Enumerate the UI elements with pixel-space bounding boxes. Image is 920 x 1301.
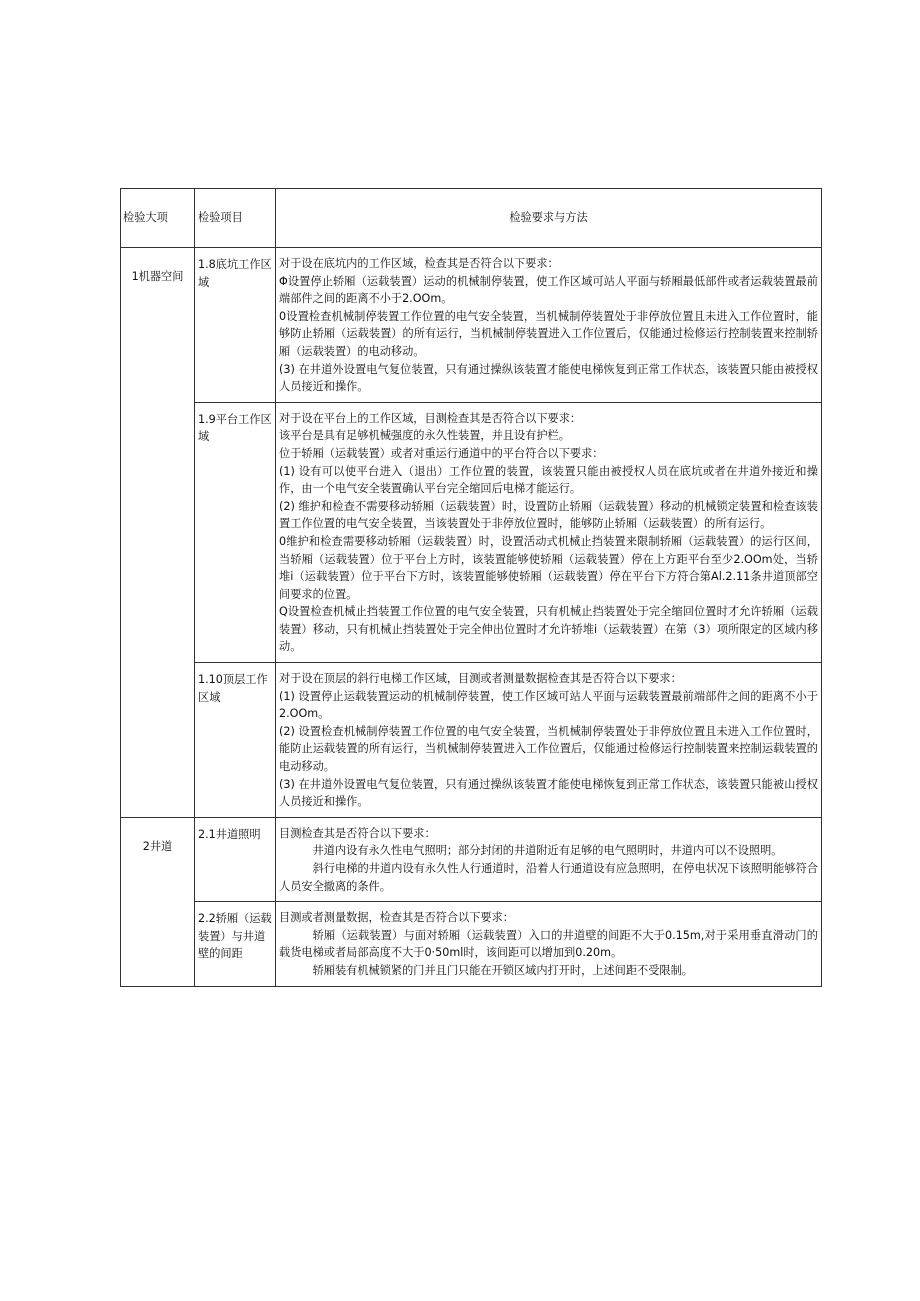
requirement-line: 对于设在顶层的斜行电梯工作区域，目测或者测量数据检查其是否符合以下要求： <box>279 672 682 686</box>
requirement-line: (3) 在井道外设置电气复位装置，只有通过操纵该装置才能使电梯恢复到正常工作状态，该装置只能由被授权人员接近和操作。 <box>279 362 818 394</box>
item-cell: 1.9平台工作区域 <box>195 402 276 662</box>
header-item: 检验项目 <box>195 189 276 248</box>
table-row <box>121 902 822 986</box>
requirement-line: (2) 维护和检查不需要移动轿厢（运载装置）时，设置防止轿厢（运载装置）移动的机械锁定装置和检查该装置工作位置的电气安全装置，当该装置处于非停放位置时，能够防止轿厢（运载装置）的所有运行。 <box>279 499 818 531</box>
requirement-line: (2) 设置检查机械制停装置工作位置的电气安全装置，当机械制停装置处于非停放位置且未进入工作位置时，能防止运载装置的所有运行，当机械制停装置进入工作位置后，仅能通过检修运行控制装置来控制运载装置的电动移动。 <box>279 724 818 774</box>
requirement-line: 井道内设有永久性电气照明；部分封闭的井道附近有足够的电气照明时，井道内可以不设照明。 <box>312 844 783 858</box>
header-category: 检验大项 <box>121 189 195 248</box>
requirement-line: (1) 设有可以使平台进入（退出）工作位置的装置，该装置只能由被授权人员在底坑或者在井道外接近和操作，由一个电气安全装置确认平台完全缩回后电梯才能运行。 <box>279 464 818 496</box>
requirement-line: (1) 设置停止运载装置运动的机械制停装置，使工作区域可站人平面与运载装置最前端部件之间的距离不小于2.OOm。 <box>279 689 818 721</box>
requirements-cell <box>276 663 822 818</box>
category-cell: 2井道 <box>121 817 195 986</box>
requirement-line: 对于设在底坑内的工作区域，检查其是否符合以下要求： <box>279 257 559 270</box>
table-row <box>121 402 822 662</box>
item-cell: 1.8底坑工作区域 <box>195 248 276 403</box>
requirements-cell <box>276 902 822 986</box>
requirements-cell <box>276 817 822 901</box>
item-cell: 2.2轿厢（运载装置）与井道壁的间距 <box>195 902 276 986</box>
requirement-line: Φ设置停止轿厢（运载装置）运动的机械制停装置，使工作区域可站人平面与轿厢最低部件或者运载装置最前端部件之间的距离不小于2.OOm。 <box>279 274 818 306</box>
category-cell: 1机器空间 <box>121 248 195 818</box>
item-cell: 2.1井道照明 <box>195 817 276 901</box>
item-cell: 1.10顶层工作区域 <box>195 663 276 818</box>
requirement-line: (3) 在井道外设置电气复位装置，只有通过操纵该装置才能使电梯恢复到正常工作状态，该装置只能被山授权人员接近和操作。 <box>279 777 818 809</box>
requirement-line: 轿厢装有机械锁紧的门并且门只能在开锁区域内打开时，上述间距不受限制。 <box>312 963 693 977</box>
table-row <box>121 248 822 403</box>
requirement-line: 目测或者测量数据，检查其是否符合以下要求： <box>279 911 514 925</box>
requirements-cell <box>276 248 822 403</box>
table-header-row <box>121 189 822 248</box>
requirement-line: Q设置检查机械止挡装置工作位置的电气安全装置，只有机械止挡装置处于完全缩回位置时才允许轿厢（运载装置）移动，只有机械止挡装置处于完全伸出位置时才允许轿堆i（运载装置）在第（3）项所限定的区域内移动。 <box>279 605 818 654</box>
requirement-line: 对于设在平台上的工作区域，目测检查其是否符合以下要求： <box>279 411 582 425</box>
requirement-line: 0维护和检查需要移动轿厢（运载装置）时，设置活动式机械止挡装置来限制轿厢（运载装置）的运行区间，当轿厢（运载装置）位于平台上方时，该装置能够使轿厢（运载装置）停在上方距平台至少2.OOm处，当轿堆i（运载装置）位于平台下方时，该装置能够使轿厢（运载装置）停在平台下方符合第Al.2.11条井道顶部空间要求的位置。 <box>279 534 818 601</box>
table-row <box>121 817 822 901</box>
requirement-line: 目测检查其是否符合以下要求： <box>279 826 436 840</box>
table-row <box>121 663 822 818</box>
requirement-line: 斜行电梯的井道内设有永久性人行通道时，沿着人行通道设有应急照明，在停电状况下该照明能够符合人员安全撤离的条件。 <box>279 862 818 893</box>
requirement-line: 该平台是具有足够机械强度的永久性装置，并且设有护栏。 <box>279 429 570 443</box>
requirements-cell <box>276 402 822 662</box>
requirement-line: 0设置检查机械制停装置工作位置的电气安全装置，当机械制停装置处于非停放位置且未进入工作位置时，能够防止轿厢（运载装置）的所有运行，当机械制停装置进入工作位置后，仅能通过检修运行控制装置来控制轿厢（运载装置）的电动移动。 <box>279 309 818 358</box>
header-requirements: 检验要求与方法 <box>276 189 822 248</box>
requirement-line: 轿厢（运载装置）与面对轿厢（运载装置）入口的井道壁的间距不大于0.15m,对于采用垂直滑动门的载货电梯或者局部高度不大于0·50ml时，该间距可以增加到0.20m。 <box>279 928 818 960</box>
inspection-table <box>120 188 822 987</box>
requirement-line: 位于轿厢（运载装置）或者对重运行通道中的平台符合以下要求： <box>279 446 604 460</box>
